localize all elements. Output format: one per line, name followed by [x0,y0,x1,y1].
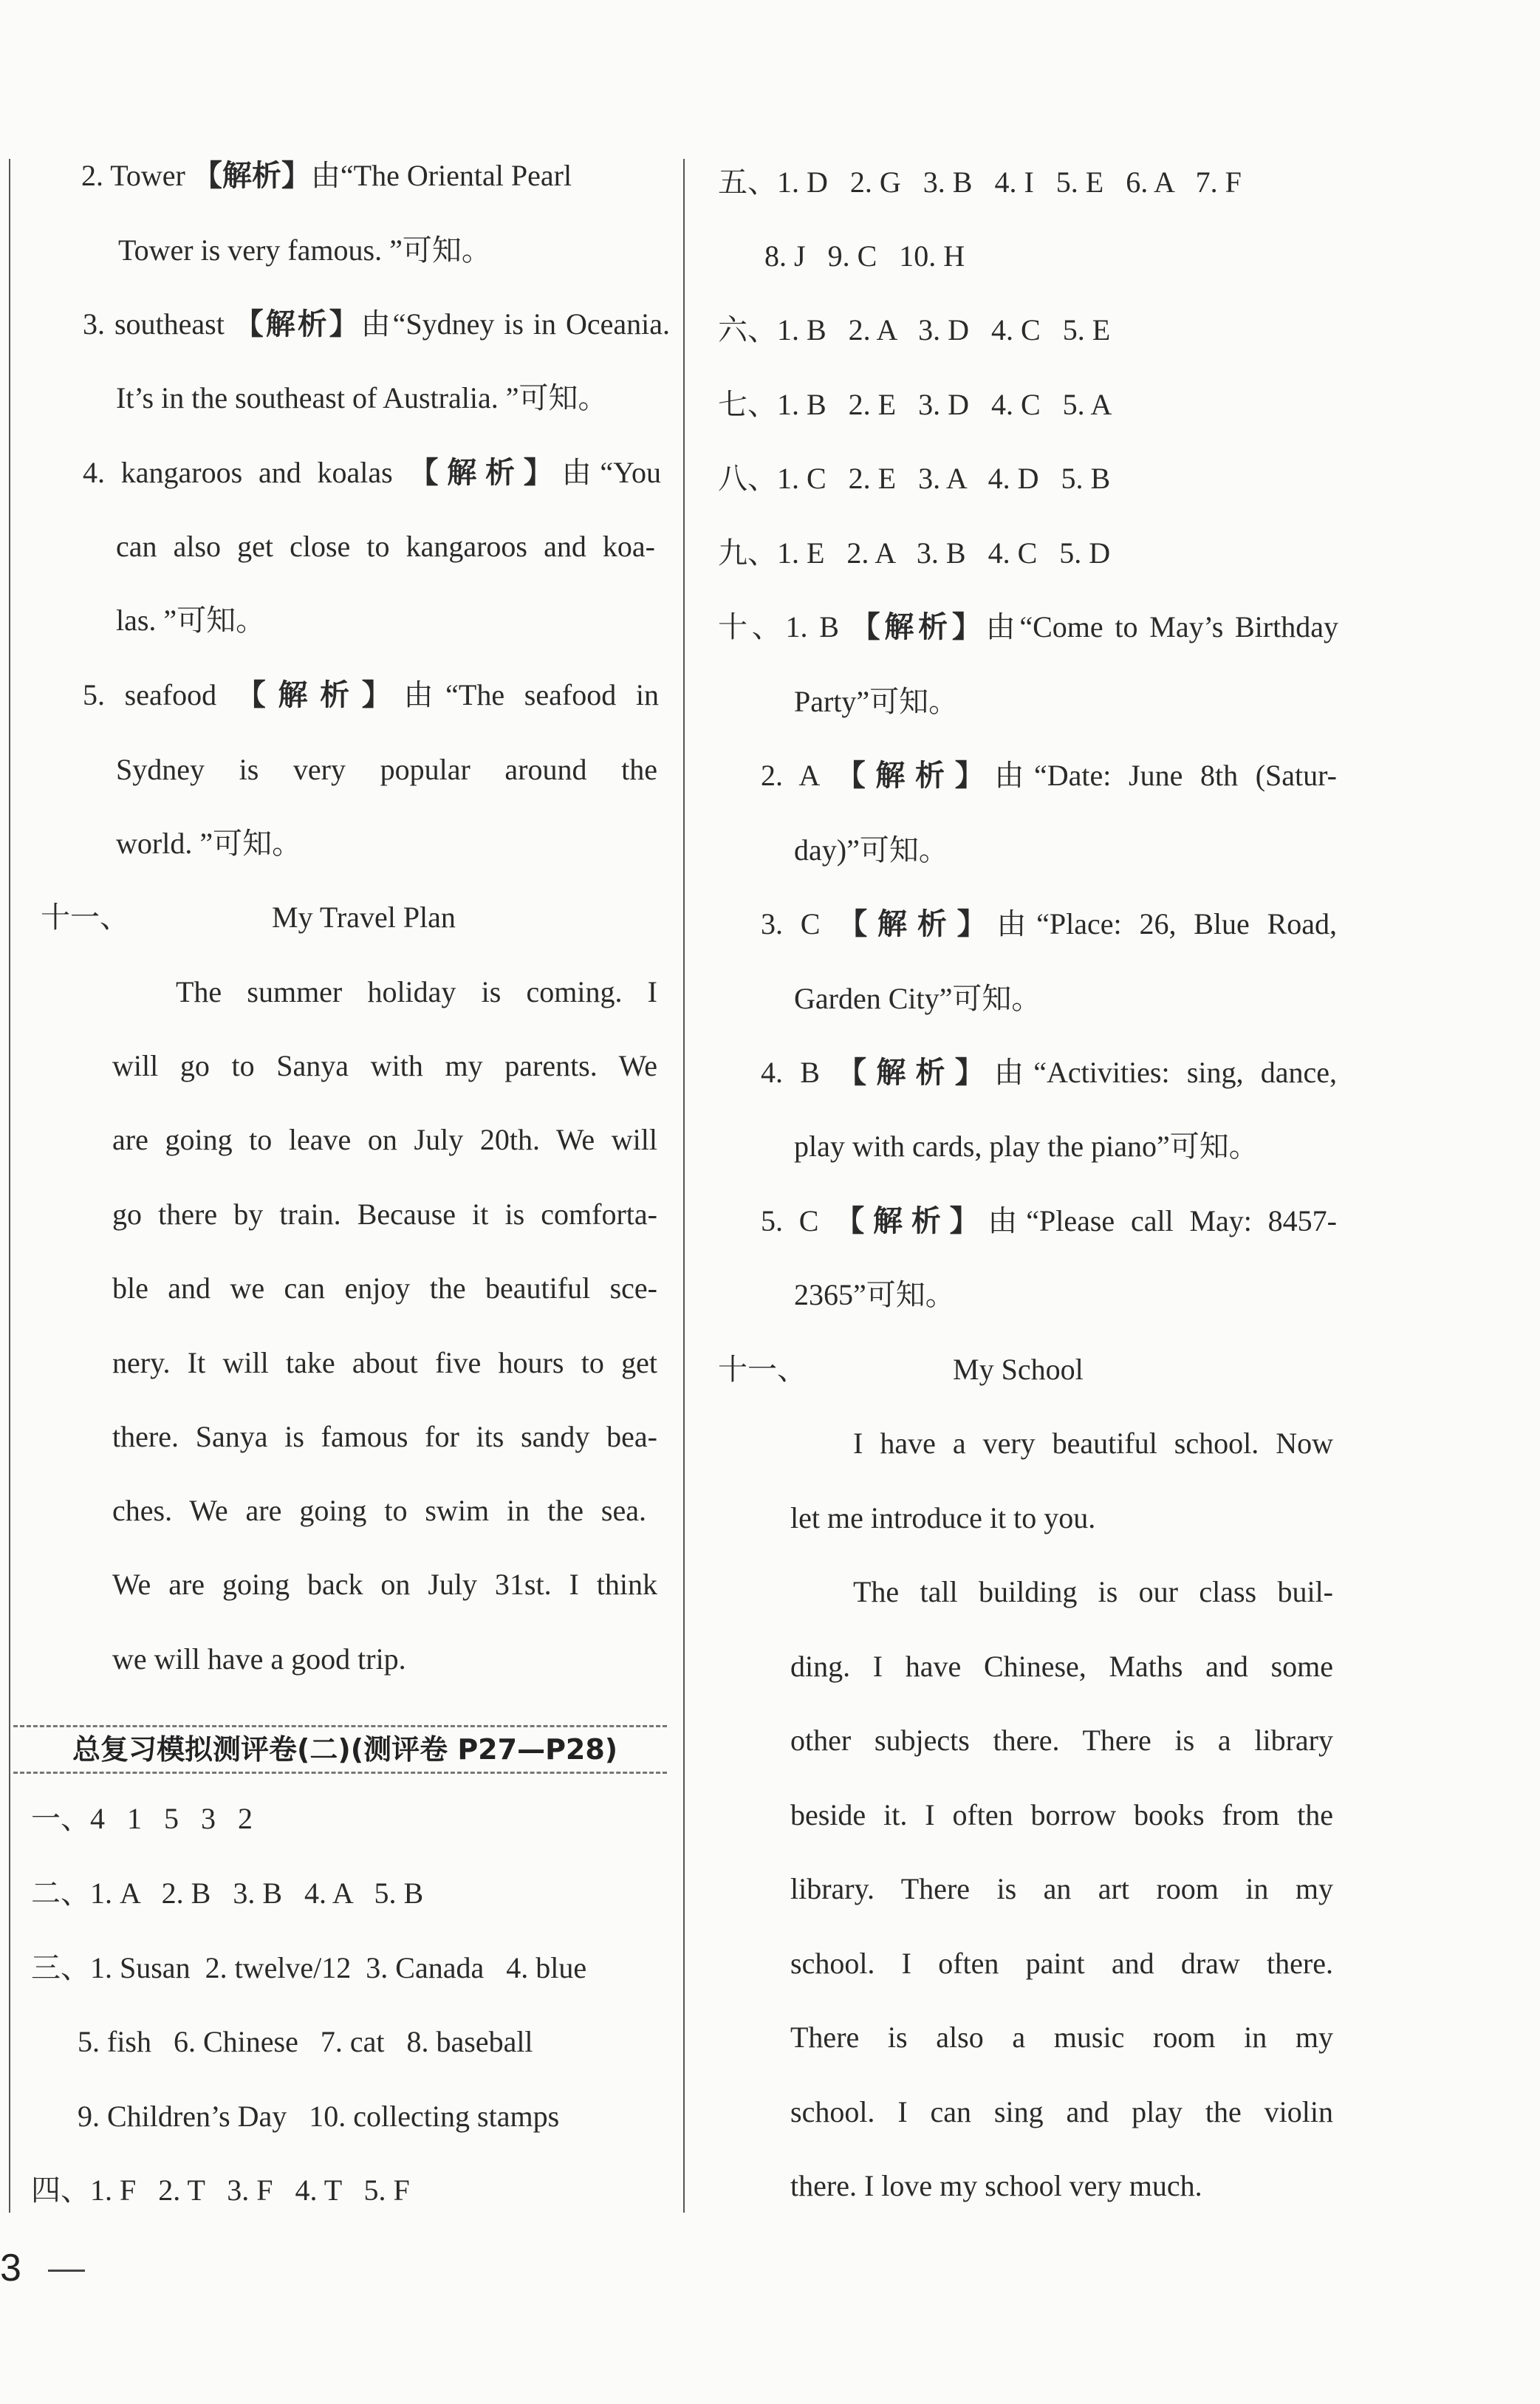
right-column-line: 5. C 【解析】由“Please call May: 8457- [761,1204,1338,1238]
left-column-line: My Travel Plan [272,901,456,934]
left-column-line: 5. seafood 【解析】由“The seafood in [83,678,659,712]
right-column-line: 4. B 【解析】由“Activities: sing, dance, [761,1056,1337,1090]
analysis-tag: 【解析】 [835,759,995,793]
analysis-tag: 【解析】 [408,456,562,490]
right-column-line: library. There is an art room in my [790,1872,1333,1905]
analysis-tag: 【解析】 [838,907,997,941]
left-column-line: Sydney is very popular around the [116,753,657,786]
right-column-line: Garden City”可知。 [794,982,1041,1015]
left-column-line: 4. kangaroos and koalas 【解析】由“You [83,456,662,490]
analysis-tag: 【解析】 [233,307,361,341]
page-number-dash [48,2270,85,2272]
left-column-line: 2. Tower 【解析】由“The Oriental Pearl [81,159,572,193]
left-column-line: 二、1. A 2. B 3. B 4. A 5. B [31,1877,424,1910]
left-column-line: 十一、 [41,901,129,934]
right-column-line: school. I often paint and draw there. [790,1947,1333,1980]
right-column-line: I have a very beautiful school. Now [853,1427,1333,1460]
section-heading: 总复习模拟测评卷(二)(测评卷 P27—P28) [72,1733,618,1766]
left-column-line: The summer holiday is coming. I [176,975,657,1008]
left-column-line: we will have a good trip. [112,1642,406,1676]
left-column-line: ble and we can enjoy the beautiful sce- [112,1271,657,1305]
right-column-line: 七、1. B 2. E 3. D 4. C 5. A [718,388,1112,421]
right-column-line: 五、1. D 2. G 3. B 4. I 5. E 6. A 7. F [718,165,1242,199]
section-heading-box [13,1725,667,1774]
right-column-line: There is also a music room in my [790,2021,1333,2054]
left-column-line: We are going back on July 31st. I think [112,1568,657,1601]
right-column-line: day)”可知。 [794,833,948,867]
right-column-line: beside it. I often borrow books from the [790,1798,1333,1831]
right-column-line: ding. I have Chinese, Maths and some [790,1650,1333,1683]
left-column-line: world. ”可知。 [116,827,302,860]
left-column-line: 3. southeast 【解析】由“Sydney is in Oceania. [83,307,670,341]
right-column-line: there. I love my school very much. [790,2169,1202,2202]
right-column-line: school. I can sing and play the violin [790,2095,1333,2128]
left-column-line: are going to leave on July 20th. We will [112,1123,657,1156]
left-column-line: 三、1. Susan 2. twelve/12 3. Canada 4. blue [31,1951,587,1984]
right-column-line: My School [953,1353,1084,1386]
analysis-tag: 【解析】 [236,678,404,712]
right-column-line: let me introduce it to you. [790,1501,1096,1534]
analysis-tag: 【解析】 [192,159,311,193]
left-border-rule [9,159,10,2213]
analysis-tag: 【解析】 [837,1056,994,1090]
left-column-line: ches. We are going to swim in the sea. [112,1494,646,1527]
left-column-line: 一、4 1 5 3 2 [31,1802,253,1835]
right-column-line: The tall building is our class buil- [853,1575,1333,1608]
column-divider [683,159,685,2213]
left-column-line: las. ”可知。 [116,604,266,637]
left-column-line: Tower is very famous. ”可知。 [118,233,491,267]
analysis-tag: 【解析】 [835,1204,988,1238]
right-column-line: 十一、 [718,1353,807,1386]
right-column-line: 3. C 【解析】由“Place: 26, Blue Road, [761,907,1337,941]
left-column-line: there. Sanya is famous for its sandy bea- [112,1420,657,1453]
right-column-line: other subjects there. There is a library [790,1724,1333,1757]
right-column-line: Party”可知。 [794,685,959,718]
right-column-line: play with cards, play the piano”可知。 [794,1130,1259,1163]
right-column-line: 2365”可知。 [794,1278,955,1311]
left-column-line: 9. Children’s Day 10. collecting stamps [78,2100,560,2133]
left-column-line: go there by train. Because it is comforta- [112,1198,657,1231]
right-column-line: 六、1. B 2. A 3. D 4. C 5. E [718,313,1111,346]
analysis-tag: 【解析】 [850,610,986,644]
right-column-line: 九、1. E 2. A 3. B 4. C 5. D [718,536,1111,570]
right-column-line: 8. J 9. C 10. H [764,239,965,273]
left-column-line: will go to Sanya with my parents. We [112,1049,657,1082]
right-column-line: 十、1. B 【解析】由“Come to May’s Birthday [718,610,1338,644]
left-column-line: It’s in the southeast of Australia. ”可知。 [116,381,608,414]
left-column-line: 四、1. F 2. T 3. F 4. T 5. F [31,2173,410,2207]
left-column-line: nery. It will take about five hours to get [112,1346,657,1379]
left-column-line: 5. fish 6. Chinese 7. cat 8. baseball [78,2025,533,2058]
left-column-line: can also get close to kangaroos and koa- [116,530,655,563]
right-column-line: 2. A 【解析】由“Date: June 8th (Satur- [761,759,1337,793]
page-number: 3 [0,2247,21,2289]
right-column-line: 八、1. C 2. E 3. A 4. D 5. B [718,462,1111,495]
